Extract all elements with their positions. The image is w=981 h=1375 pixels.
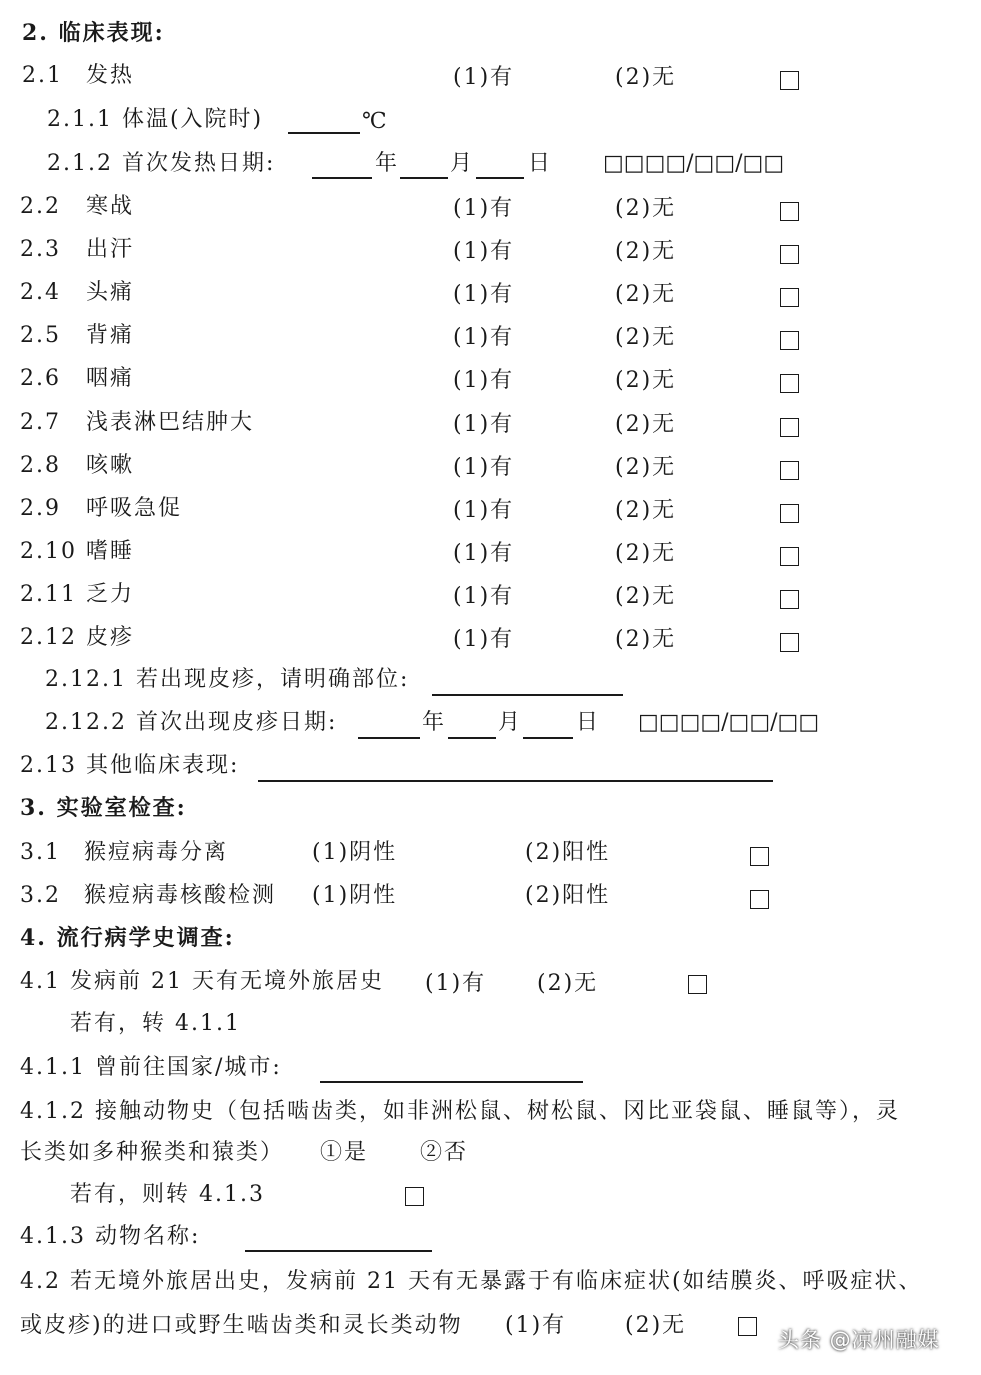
answer-checkbox[interactable]: [405, 1187, 424, 1206]
symptom-opt1: (1)有: [453, 282, 515, 308]
symptom-opt2: (2)无: [615, 239, 677, 265]
q-4-2-opt1: (1)有: [505, 1313, 567, 1338]
symptom-opt1: (1)有: [453, 411, 515, 437]
month-blank[interactable]: [400, 177, 448, 179]
symptom-opt2: (2)无: [615, 411, 677, 437]
q-4-1-2-line2: 长类如多种猴类和猿类）: [20, 1140, 285, 1165]
q-4-1-2-note: 若有，则转 4.1.3: [70, 1182, 265, 1207]
symptom-num: 2.3: [20, 237, 61, 263]
symptom-opt2: (2)无: [615, 540, 677, 566]
symptom-opt2: (2)无: [615, 583, 677, 609]
q-2-1-opt2: (2)无: [615, 65, 677, 90]
q-4-1-opt2: (2)无: [537, 971, 599, 996]
answer-checkbox[interactable]: [780, 461, 799, 480]
symptom-opt1: (1)有: [453, 583, 515, 609]
rash-site-label: 2.12.1 若出现皮疹，请明确部位:: [45, 667, 410, 692]
q-2-1-num: 2.1: [22, 63, 63, 88]
answer-checkbox[interactable]: [688, 975, 707, 994]
answer-checkbox[interactable]: [780, 288, 799, 307]
animal-name-blank[interactable]: [245, 1250, 432, 1252]
answer-checkbox[interactable]: [750, 890, 769, 909]
date-boxes[interactable]: □□□□/□□/□□: [638, 710, 820, 735]
q-4-2-opt2: (2)无: [625, 1313, 687, 1338]
year-label: 年: [375, 151, 400, 176]
symptom-opt2: (2)无: [615, 627, 677, 652]
section-2-title: 2. 临床表现:: [22, 20, 165, 46]
symptom-num: 2.11: [20, 581, 77, 607]
lab-opt1: (1)阴性: [312, 883, 398, 908]
day-label: 日: [576, 710, 601, 735]
symptom-label: 咽痛: [86, 366, 135, 392]
symptom-label: 皮疹: [86, 625, 135, 650]
symptom-label: 咳嗽: [86, 452, 135, 478]
temp-unit: ℃: [362, 109, 389, 134]
symptom-opt2: (2)无: [615, 325, 677, 351]
symptom-num: 2.5: [20, 323, 61, 349]
symptom-label: 背痛: [86, 323, 135, 349]
symptom-opt1: (1)有: [453, 540, 515, 566]
q-4-1-2-opt2: ②否: [420, 1140, 469, 1165]
symptom-label: 嗜睡: [86, 538, 135, 564]
q-4-1-note: 若有，转 4.1.1: [70, 1011, 241, 1036]
year-blank[interactable]: [358, 737, 420, 739]
answer-checkbox[interactable]: [780, 71, 799, 90]
other-label: 2.13 其他临床表现:: [20, 753, 240, 778]
symptom-opt2: (2)无: [615, 368, 677, 394]
symptom-opt2: (2)无: [615, 282, 677, 308]
section-3-title: 3. 实验室检查:: [20, 795, 187, 821]
answer-checkbox[interactable]: [780, 633, 799, 652]
answer-checkbox[interactable]: [780, 504, 799, 523]
symptom-label: 浅表淋巴结肿大: [86, 409, 255, 435]
symptom-opt1: (1)有: [453, 454, 515, 480]
day-blank[interactable]: [523, 737, 573, 739]
rash-date-label: 2.12.2 首次出现皮疹日期:: [45, 710, 338, 735]
symptom-label: 寒战: [86, 194, 135, 219]
symptom-opt1: (1)有: [453, 368, 515, 394]
symptom-label: 出汗: [86, 237, 135, 263]
lab-num: 3.2: [20, 883, 61, 908]
lab-opt1: (1)阴性: [312, 840, 398, 865]
fever-date-label: 2.1.2 首次发热日期:: [47, 151, 276, 176]
date-boxes[interactable]: □□□□/□□/□□: [603, 151, 785, 176]
month-label: 月: [450, 151, 475, 176]
symptom-label: 乏力: [86, 581, 135, 607]
year-label: 年: [422, 710, 447, 735]
q-2-1-opt1: (1)有: [453, 65, 515, 90]
temp-blank[interactable]: [288, 132, 360, 134]
symptom-label: 头痛: [86, 280, 135, 306]
country-blank[interactable]: [320, 1081, 583, 1083]
symptom-opt2: (2)无: [615, 454, 677, 480]
answer-checkbox[interactable]: [780, 245, 799, 264]
symptom-opt1: (1)有: [453, 497, 515, 523]
answer-checkbox[interactable]: [780, 202, 799, 221]
symptom-num: 2.7: [20, 409, 61, 435]
symptom-opt1: (1)有: [453, 239, 515, 265]
symptom-num: 2.6: [20, 366, 61, 392]
answer-checkbox[interactable]: [750, 847, 769, 866]
symptom-num: 2.10: [20, 538, 77, 564]
watermark: 头条 @凉州融媒: [778, 1328, 940, 1352]
day-label: 日: [528, 151, 553, 176]
symptom-num: 2.9: [20, 495, 61, 521]
q-4-2-line2: 或皮疹)的进口或野生啮齿类和灵长类动物: [20, 1313, 463, 1338]
other-blank[interactable]: [258, 780, 773, 782]
symptom-num: 2.12: [20, 625, 77, 650]
lab-label: 猴痘病毒核酸检测: [84, 883, 277, 908]
temp-label: 2.1.1 体温(入院时): [47, 107, 264, 132]
lab-label: 猴痘病毒分离: [84, 840, 229, 865]
symptom-opt1: (1)有: [453, 196, 515, 221]
symptom-num: 2.8: [20, 452, 61, 478]
month-blank[interactable]: [448, 737, 496, 739]
symptom-opt2: (2)无: [615, 196, 677, 221]
day-blank[interactable]: [476, 177, 524, 179]
lab-num: 3.1: [20, 840, 61, 865]
answer-checkbox[interactable]: [780, 418, 799, 437]
q-4-1-label: 4.1 发病前 21 天有无境外旅居史: [20, 969, 384, 994]
section-4-title: 4. 流行病学史调查:: [20, 925, 235, 951]
symptom-num: 2.4: [20, 280, 61, 306]
symptom-opt1: (1)有: [453, 627, 515, 652]
answer-checkbox[interactable]: [780, 331, 799, 350]
q-4-2-line1: 4.2 若无境外旅居出史，发病前 21 天有无暴露于有临床症状(如结膜炎、呼吸症状、: [20, 1269, 923, 1294]
answer-checkbox[interactable]: [780, 547, 799, 566]
answer-checkbox[interactable]: [780, 590, 799, 609]
lab-opt2: (2)阳性: [525, 840, 611, 865]
symptom-num: 2.2: [20, 194, 61, 219]
q-4-1-2-line1: 4.1.2 接触动物史（包括啮齿类，如非洲松鼠、树松鼠、冈比亚袋鼠、睡鼠等），灵: [20, 1099, 900, 1124]
q-4-1-opt1: (1)有: [425, 971, 487, 996]
symptom-label: 呼吸急促: [86, 495, 183, 521]
answer-checkbox[interactable]: [780, 374, 799, 393]
answer-checkbox[interactable]: [738, 1317, 757, 1336]
symptom-opt1: (1)有: [453, 325, 515, 351]
q-4-1-2-opt1: ①是: [320, 1140, 369, 1165]
rash-site-blank[interactable]: [432, 694, 623, 696]
q-4-1-1-label: 4.1.1 曾前往国家/城市:: [20, 1055, 282, 1080]
q-2-1-label: 发热: [86, 63, 135, 88]
symptom-opt2: (2)无: [615, 497, 677, 523]
lab-opt2: (2)阳性: [525, 883, 611, 908]
q-4-1-3-label: 4.1.3 动物名称:: [20, 1224, 201, 1249]
month-label: 月: [498, 710, 523, 735]
year-blank[interactable]: [312, 177, 372, 179]
